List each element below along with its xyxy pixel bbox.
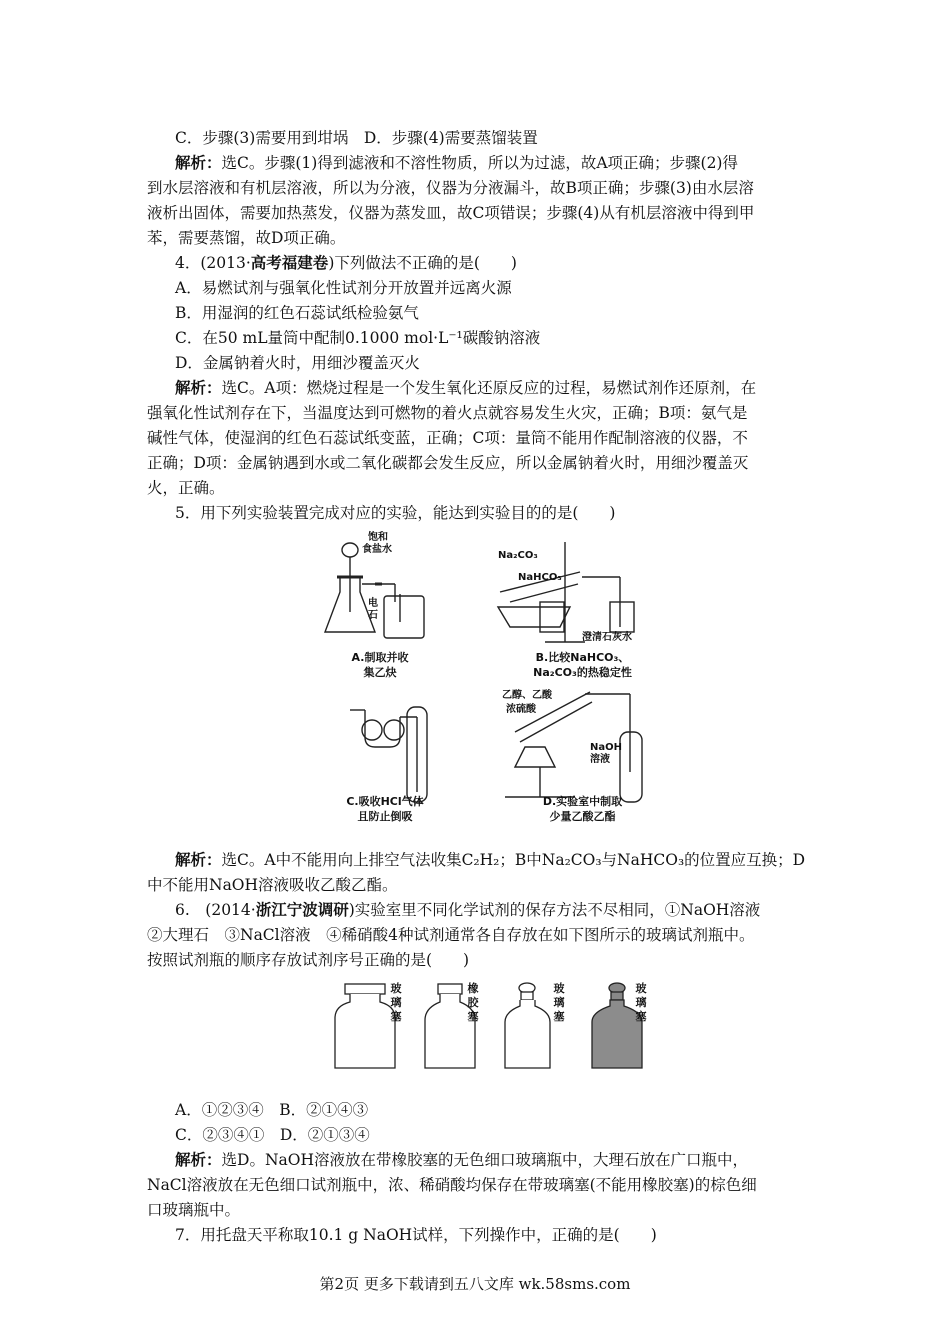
bottles-drawing [330,980,660,1075]
q4-analysis-line1: 解析：选C。A项：燃烧过程是一个发生氧化还原反应的过程，易燃试剂作还原剂，在 [175,379,757,397]
q5-analysis-line2: 中不能用NaOH溶液吸收乙酸乙酯。 [147,876,398,894]
q4-analysis-line3: 碱性气体，使湿润的红色石蕊试纸变蓝，正确；C项：量筒不能用作配制溶液的仪器，不 [147,429,748,447]
q4-option-b: B．用湿润的红色石蕊试纸检验氨气 [175,304,419,322]
q5-analysis-line1: 解析：选C。A中不能用向上排空气法收集C₂H₂；B中Na₂CO₃与NaHCO₃的位置应互换；D [175,851,806,869]
d-label-naoh: NaOH [590,742,622,753]
q4-option-c: C．在50 mL量筒中配制0.1000 mol·L⁻¹碳酸钠溶液 [175,329,541,347]
c-caption-2: 且防止倒吸 [357,810,413,823]
q3-analysis-line3: 液析出固体，需要加热蒸发，仪器为蒸发皿，故C项错误；步骤(4)从有机层溶液中得到甲 [147,204,755,222]
q6-analysis-line2: NaCl溶液放在无色细口试剂瓶中，浓、稀硝酸均保存在带玻璃塞(不能用橡胶塞)的棕色细 [147,1176,757,1194]
d-label-sulfuric: 浓硫酸 [506,704,536,715]
bottle4-label: 玻 璃 塞 [635,982,647,1023]
q6-analysis-line3: 口玻璃瓶中。 [147,1201,241,1219]
a-label-shi: 石 [368,610,378,621]
a-caption-1: A.制取并收 [351,651,409,664]
bottle3-label: 玻 璃 塞 [553,982,565,1023]
q6-options-ab: A．①②③④ B．②①④③ [175,1101,369,1119]
q6-stem-line1: 6. (2014·浙江宁波调研)实验室里不同化学试剂的保存方法不尽相同，①NaOH溶液 [175,901,761,919]
q4-analysis-line2: 强氧化性试剂存在下，当温度达到可燃物的着火点就容易发生火灾，正确；B项：氨气是 [147,404,748,422]
d-caption-2: 少量乙酸乙酯 [549,810,616,823]
q4-option-a: A．易燃试剂与强氧化性试剂分开放置并远离火源 [175,279,512,297]
q6-options-cd: C．②③④① D．②①③④ [175,1126,370,1144]
b-label-nahco3: NaHCO₃ [518,572,562,583]
d-label-solution: 溶液 [590,754,610,765]
q3-analysis-line4: 苯，需要蒸馏，故D项正确。 [147,229,346,247]
q4-analysis-line5: 火，正确。 [147,479,225,497]
q6-analysis-line1: 解析：选D。NaOH溶液放在带橡胶塞的无色细口玻璃瓶中，大理石放在广口瓶中， [175,1151,748,1169]
d-label-reagents: 乙醇、乙酸 [502,690,552,701]
page-footer: 第2页 更多下载请到五八文库 wk.58sms.com [319,1275,631,1293]
d-caption-1: D.实验室中制取 [542,795,623,808]
a-caption-2: 集乙炔 [363,666,397,679]
bottle2-label: 橡 胶 塞 [467,982,479,1023]
apparatus-drawing [320,532,660,832]
a-label-brine: 食盐水 [362,544,392,555]
q7-stem: 7．用托盘天平称取10.1 g NaOH试样，下列操作中，正确的是( ) [175,1226,657,1244]
q4-analysis-line4: 正确；D项：金属钠遇到水或二氧化碳都会发生反应，所以金属钠着火时，用细沙覆盖灭 [147,454,749,472]
q3-analysis-line1: 解析：选C。步骤(1)得到滤液和不溶性物质，所以为过滤，故A项正确；步骤(2)得 [175,154,738,172]
bottle1-label: 玻 璃 塞 [390,982,402,1023]
b-label-limewater: 澄清石灰水 [582,632,632,643]
q3-options-cd: C．步骤(3)需要用到坩埚 D．步骤(4)需要蒸馏装置 [175,129,538,147]
c-caption-1: C.吸收HCl气体 [346,795,424,808]
q6-stem-line3: 按照试剂瓶的顺序存放试剂序号正确的是( ) [147,951,470,969]
b-label-na2co3: Na₂CO₃ [498,550,538,561]
q4-stem: 4．(2013·高考福建卷)下列做法不正确的是( ) [175,254,517,272]
q6-stem-line2: ②大理石 ③NaCl溶液 ④稀硝酸4种试剂通常各自存放在如下图所示的玻璃试剂瓶中。 [147,926,755,944]
q6-bottles-figure [330,980,660,1075]
a-label-saturated: 饱和 [368,532,388,543]
a-label-dian: 电 [368,598,378,609]
b-caption-1: B.比较NaHCO₃、 [535,651,630,664]
q5-apparatus-figure [320,532,660,832]
q4-option-d: D．金属钠着火时，用细沙覆盖灭火 [175,354,420,372]
b-caption-2: Na₂CO₃的热稳定性 [533,666,632,679]
q3-analysis-line2: 到水层溶液和有机层溶液，所以为分液，仪器为分液漏斗，故B项正确；步骤(3)由水层溶 [147,179,754,197]
q5-stem: 5．用下列实验装置完成对应的实验，能达到实验目的的是( ) [175,504,616,522]
